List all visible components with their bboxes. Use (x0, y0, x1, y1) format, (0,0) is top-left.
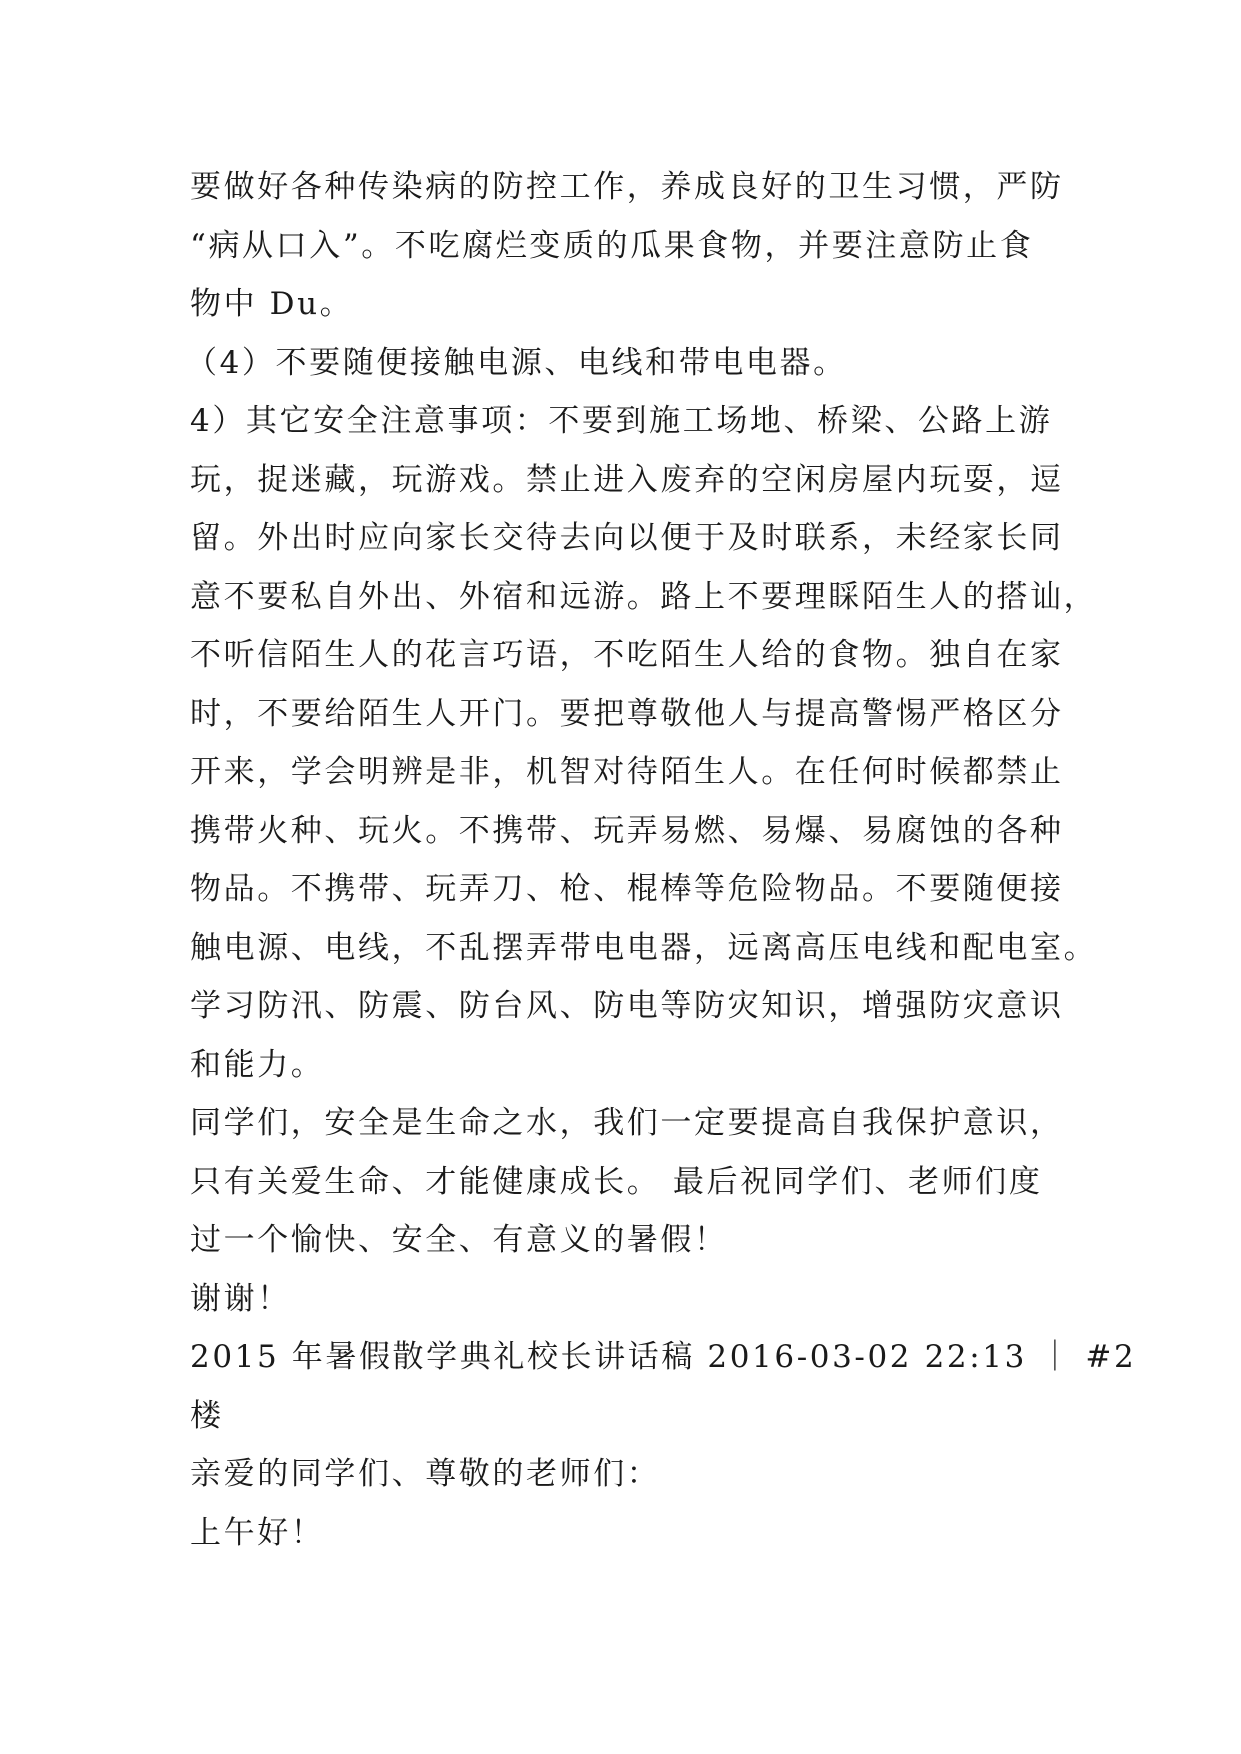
text-line: 开来，学会明辨是非，机智对待陌生人。在任何时候都禁止 (190, 754, 1064, 790)
text-line: 和能力。 (190, 1046, 325, 1083)
text-line: 携带火种、玩火。不携带、玩弄易燃、易爆、易腐蚀的各种 (190, 812, 1064, 849)
text-line: 上午好！ (190, 1514, 325, 1551)
text-line: 只有关爱生命、才能健康成长。 最后祝同学们、老师们度 (190, 1163, 1043, 1200)
text-line: 物中 Du。 (190, 286, 354, 322)
text-line: 楼 (190, 1397, 224, 1434)
text-line: 意不要私自外出、外宿和远游。路上不要理睬陌生人的搭讪， (190, 578, 1098, 615)
text-line: 同学们，安全是生命之水，我们一定要提高自我保护意识， (190, 1105, 1064, 1141)
text-line: （4）不要随便接触电源、电线和带电电器。 (186, 344, 847, 381)
text-line: “病从口入”。不吃腐烂变质的瓜果食物，并要注意防止食 (190, 227, 1034, 264)
text-line: 触电源、电线，不乱摆弄带电电器，远离高压电线和配电室。 (190, 929, 1098, 966)
text-line: 留。外出时应向家长交待去向以便于及时联系，未经家长同 (190, 520, 1064, 556)
text-line: 谢谢！ (190, 1280, 291, 1317)
text-line: 要做好各种传染病的防控工作，养成良好的卫生习惯，严防 (190, 169, 1064, 205)
text-line: 过一个愉快、安全、有意义的暑假！ (190, 1222, 728, 1258)
post-header-line: 2015 年暑假散学典礼校长讲话稿 2016-03-02 22:13 ｜ #2 (190, 1339, 1137, 1375)
text-line: 不听信陌生人的花言巧语，不吃陌生人给的食物。独自在家 (190, 637, 1064, 673)
text-line: 4）其它安全注意事项：不要到施工场地、桥梁、公路上游 (190, 403, 1053, 439)
text-line: 物品。不携带、玩弄刀、枪、棍棒等危险物品。不要随便接 (190, 871, 1064, 907)
text-line: 亲爱的同学们、尊敬的老师们： (190, 1456, 661, 1492)
text-line: 玩，捉迷藏，玩游戏。禁止进入废弃的空闲房屋内玩耍，逗 (190, 461, 1064, 498)
text-line: 学习防汛、防震、防台风、防电等防灾知识，增强防灾意识 (190, 988, 1064, 1024)
body-text (186, 158, 1137, 1562)
text-line: 时，不要给陌生人开门。要把尊敬他人与提高警惕严格区分 (190, 695, 1064, 732)
